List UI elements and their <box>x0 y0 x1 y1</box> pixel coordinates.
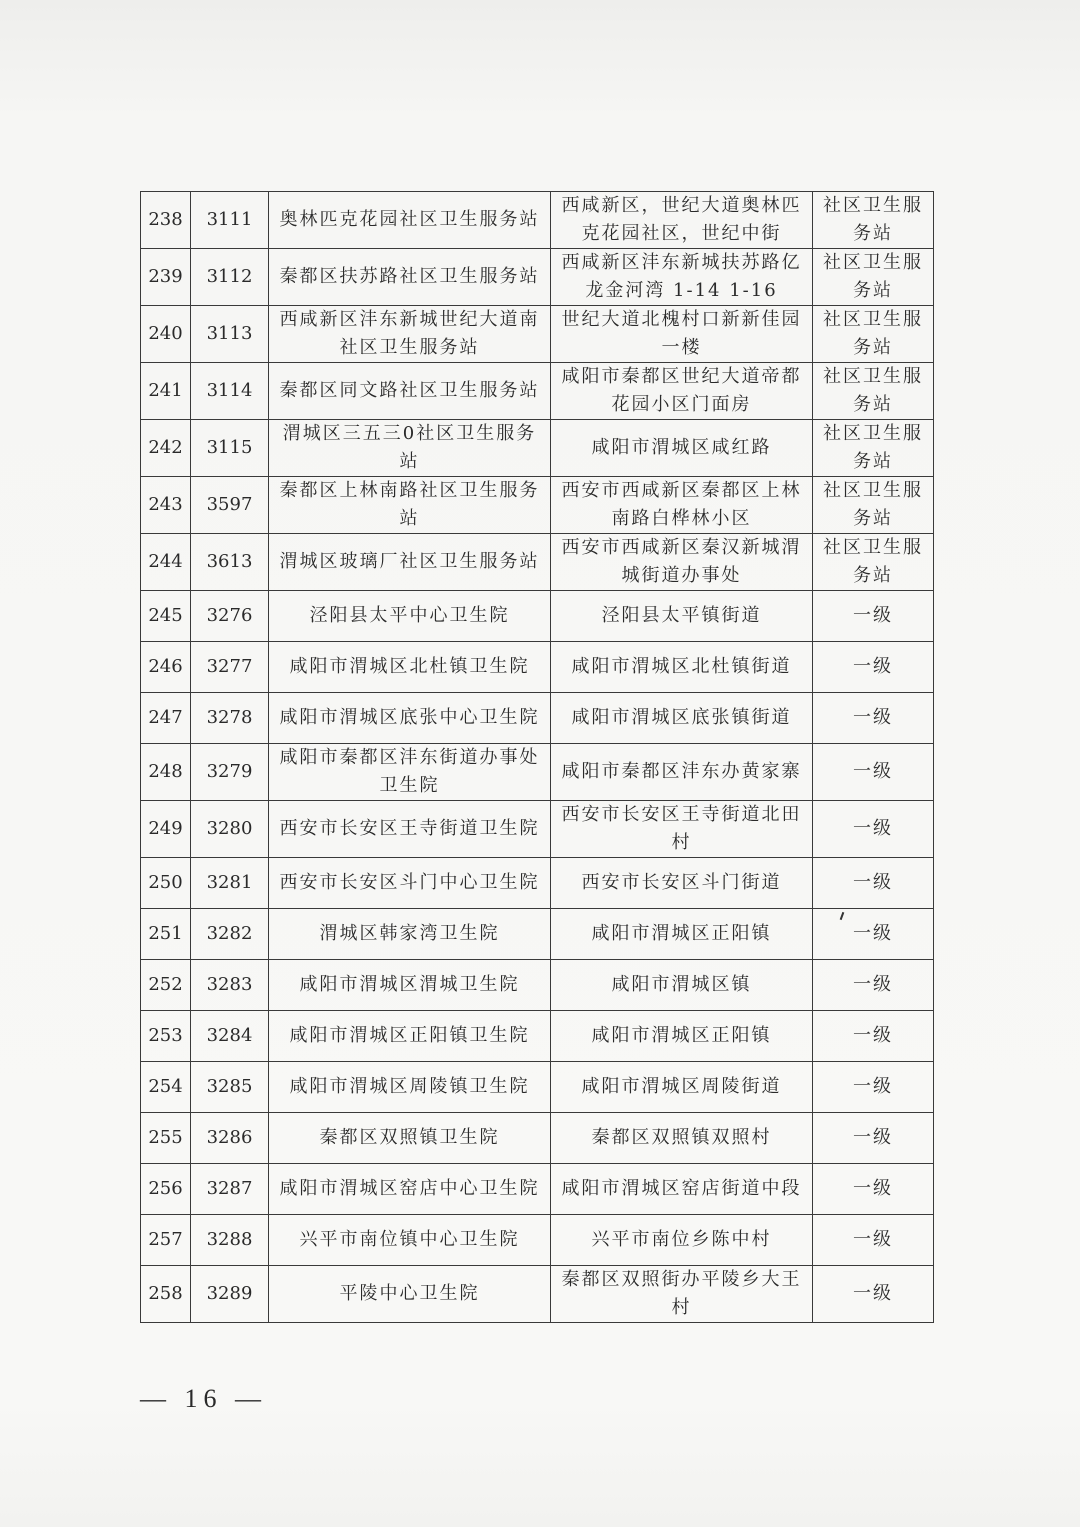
table-row <box>141 363 934 420</box>
code-cell: 3285 <box>191 1062 269 1113</box>
address-cell: 咸阳市秦都区沣东办黄家寨 <box>551 744 813 801</box>
code-cell: 3277 <box>191 642 269 693</box>
level-cell: 一级 <box>813 1266 934 1323</box>
level-cell: 社区卫生服务站 <box>813 249 934 306</box>
facility-name-cell: 平陵中心卫生院 <box>269 1266 551 1323</box>
level-cell: 一级 <box>813 642 934 693</box>
code-cell: 3289 <box>191 1266 269 1323</box>
facility-name-cell: 秦都区双照镇卫生院 <box>269 1113 551 1164</box>
row-number-cell: 239 <box>141 249 191 306</box>
level-cell: 一级 <box>813 909 934 960</box>
level-cell: 社区卫生服务站 <box>813 192 934 249</box>
table-row <box>141 1011 934 1062</box>
row-number-cell: 256 <box>141 1164 191 1215</box>
code-cell: 3281 <box>191 858 269 909</box>
address-cell: 西咸新区沣东新城扶苏路亿龙金河湾 1-14 1-16 <box>551 249 813 306</box>
address-cell: 咸阳市渭城区北杜镇街道 <box>551 642 813 693</box>
row-number-cell: 241 <box>141 363 191 420</box>
row-number-cell: 257 <box>141 1215 191 1266</box>
address-cell: 咸阳市渭城区镇 <box>551 960 813 1011</box>
row-number-cell: 254 <box>141 1062 191 1113</box>
table-row <box>141 744 934 801</box>
facility-name-cell: 咸阳市渭城区底张中心卫生院 <box>269 693 551 744</box>
address-cell: 西安市西咸新区秦汉新城渭城街道办事处 <box>551 534 813 591</box>
address-cell: 咸阳市渭城区周陵街道 <box>551 1062 813 1113</box>
facility-name-cell: 秦都区同文路社区卫生服务站 <box>269 363 551 420</box>
level-cell: 社区卫生服务站 <box>813 420 934 477</box>
facility-name-cell: 咸阳市秦都区沣东街道办事处卫生院 <box>269 744 551 801</box>
code-cell: 3286 <box>191 1113 269 1164</box>
table-row <box>141 249 934 306</box>
facility-name-cell: 咸阳市渭城区窑店中心卫生院 <box>269 1164 551 1215</box>
level-cell: 社区卫生服务站 <box>813 363 934 420</box>
address-cell: 西咸新区，世纪大道奥林匹克花园社区，世纪中街 <box>551 192 813 249</box>
facility-name-cell: 奥林匹克花园社区卫生服务站 <box>269 192 551 249</box>
code-cell: 3111 <box>191 192 269 249</box>
level-cell: 社区卫生服务站 <box>813 306 934 363</box>
code-cell: 3113 <box>191 306 269 363</box>
table-row <box>141 801 934 858</box>
row-number-cell: 251 <box>141 909 191 960</box>
level-cell: 一级 <box>813 801 934 858</box>
level-cell: 一级 <box>813 1011 934 1062</box>
code-cell: 3276 <box>191 591 269 642</box>
level-cell: 一级 <box>813 1113 934 1164</box>
row-number-cell: 246 <box>141 642 191 693</box>
address-cell: 咸阳市渭城区咸红路 <box>551 420 813 477</box>
facility-name-cell: 兴平市南位镇中心卫生院 <box>269 1215 551 1266</box>
level-cell: 一级 <box>813 744 934 801</box>
address-cell: 西安市西咸新区秦都区上林南路白桦林小区 <box>551 477 813 534</box>
facility-name-cell: 咸阳市渭城区渭城卫生院 <box>269 960 551 1011</box>
code-cell: 3288 <box>191 1215 269 1266</box>
code-cell: 3287 <box>191 1164 269 1215</box>
facility-name-cell: 咸阳市渭城区正阳镇卫生院 <box>269 1011 551 1062</box>
table-row <box>141 1215 934 1266</box>
row-number-cell: 238 <box>141 192 191 249</box>
code-cell: 3112 <box>191 249 269 306</box>
table-row <box>141 1113 934 1164</box>
address-cell: 秦都区双照镇双照村 <box>551 1113 813 1164</box>
code-cell: 3283 <box>191 960 269 1011</box>
facility-name-cell: 西安市长安区王寺街道卫生院 <box>269 801 551 858</box>
level-cell: 一级 <box>813 1164 934 1215</box>
code-cell: 3613 <box>191 534 269 591</box>
table-row <box>141 909 934 960</box>
address-cell: 咸阳市秦都区世纪大道帝都花园小区门面房 <box>551 363 813 420</box>
row-number-cell: 244 <box>141 534 191 591</box>
table-body <box>141 192 934 1323</box>
code-cell: 3279 <box>191 744 269 801</box>
facility-name-cell: 西安市长安区斗门中心卫生院 <box>269 858 551 909</box>
code-cell: 3115 <box>191 420 269 477</box>
address-cell: 咸阳市渭城区底张镇街道 <box>551 693 813 744</box>
facility-name-cell: 渭城区韩家湾卫生院 <box>269 909 551 960</box>
row-number-cell: 248 <box>141 744 191 801</box>
facility-name-cell: 咸阳市渭城区北杜镇卫生院 <box>269 642 551 693</box>
row-number-cell: 253 <box>141 1011 191 1062</box>
table-row <box>141 693 934 744</box>
facility-table <box>140 191 934 1323</box>
table-row <box>141 420 934 477</box>
level-cell: 一级 <box>813 858 934 909</box>
code-cell: 3114 <box>191 363 269 420</box>
code-cell: 3597 <box>191 477 269 534</box>
row-number-cell: 252 <box>141 960 191 1011</box>
level-cell: 一级 <box>813 1062 934 1113</box>
page-number: — 16 — <box>140 1384 267 1413</box>
address-cell: 秦都区双照街办平陵乡大王村 <box>551 1266 813 1323</box>
facility-name-cell: 咸阳市渭城区周陵镇卫生院 <box>269 1062 551 1113</box>
facility-name-cell: 秦都区扶苏路社区卫生服务站 <box>269 249 551 306</box>
row-number-cell: 250 <box>141 858 191 909</box>
code-cell: 3278 <box>191 693 269 744</box>
level-cell: 社区卫生服务站 <box>813 534 934 591</box>
table-row <box>141 477 934 534</box>
row-number-cell: 258 <box>141 1266 191 1323</box>
address-cell: 兴平市南位乡陈中村 <box>551 1215 813 1266</box>
facility-name-cell: 泾阳县太平中心卫生院 <box>269 591 551 642</box>
code-cell: 3284 <box>191 1011 269 1062</box>
row-number-cell: 243 <box>141 477 191 534</box>
row-number-cell: 249 <box>141 801 191 858</box>
table-row <box>141 960 934 1011</box>
table-row <box>141 591 934 642</box>
facility-name-cell: 渭城区三五三0社区卫生服务站 <box>269 420 551 477</box>
level-cell: 一级 <box>813 693 934 744</box>
table-row <box>141 306 934 363</box>
code-cell: 3280 <box>191 801 269 858</box>
table-row <box>141 1266 934 1323</box>
table-row <box>141 642 934 693</box>
facility-name-cell: 秦都区上林南路社区卫生服务站 <box>269 477 551 534</box>
address-cell: 泾阳县太平镇街道 <box>551 591 813 642</box>
facility-name-cell: 西咸新区沣东新城世纪大道南社区卫生服务站 <box>269 306 551 363</box>
row-number-cell: 247 <box>141 693 191 744</box>
level-cell: 一级 <box>813 591 934 642</box>
address-cell: 咸阳市渭城区正阳镇 <box>551 1011 813 1062</box>
table-row <box>141 858 934 909</box>
address-cell: 西安市长安区王寺街道北田村 <box>551 801 813 858</box>
facility-name-cell: 渭城区玻璃厂社区卫生服务站 <box>269 534 551 591</box>
address-cell: 世纪大道北槐村口新新佳园一楼 <box>551 306 813 363</box>
row-number-cell: 255 <box>141 1113 191 1164</box>
row-number-cell: 240 <box>141 306 191 363</box>
level-cell: 一级 <box>813 1215 934 1266</box>
address-cell: 咸阳市渭城区窑店街道中段 <box>551 1164 813 1215</box>
row-number-cell: 245 <box>141 591 191 642</box>
table-row <box>141 192 934 249</box>
address-cell: 西安市长安区斗门街道 <box>551 858 813 909</box>
level-cell: 一级 <box>813 960 934 1011</box>
address-cell: 咸阳市渭城区正阳镇 <box>551 909 813 960</box>
table-row <box>141 534 934 591</box>
row-number-cell: 242 <box>141 420 191 477</box>
table-row <box>141 1164 934 1215</box>
level-cell: 社区卫生服务站 <box>813 477 934 534</box>
code-cell: 3282 <box>191 909 269 960</box>
table-row <box>141 1062 934 1113</box>
